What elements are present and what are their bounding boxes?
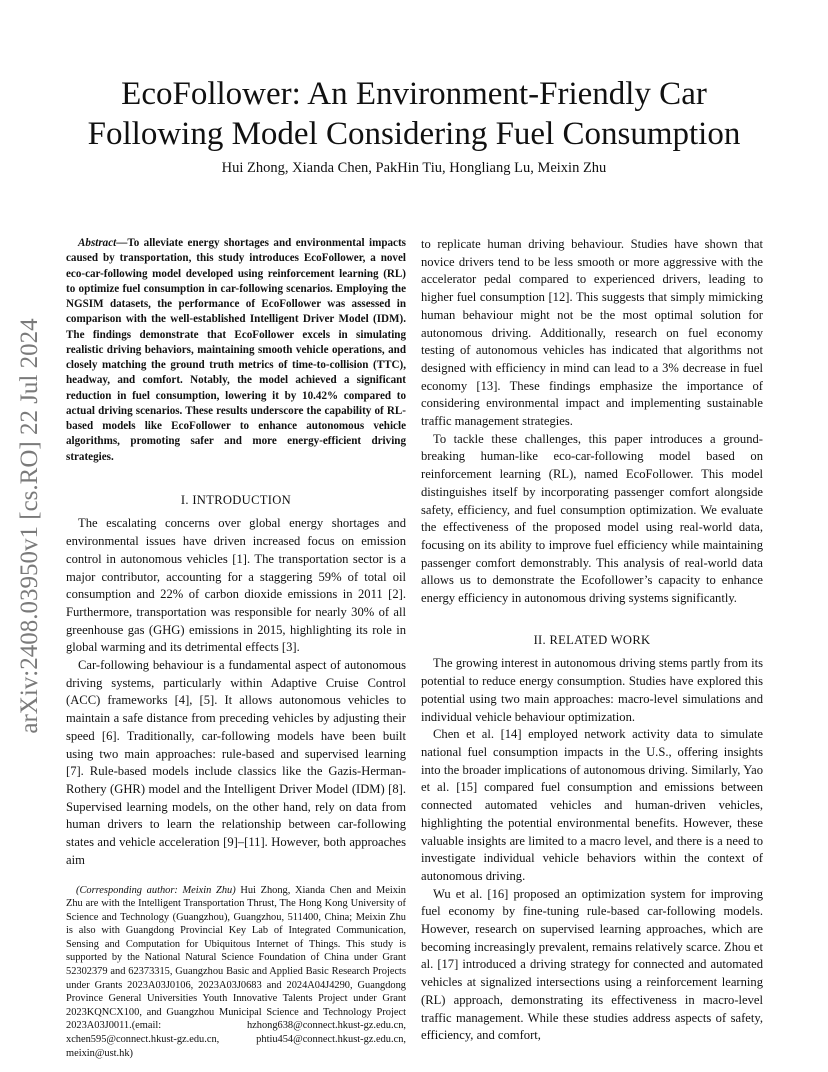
arxiv-stamp xyxy=(12,296,48,756)
right-column xyxy=(421,236,763,1045)
section-heading-related-work: II. RELATED WORK xyxy=(533,632,651,647)
section-heading-introduction: I. INTRODUCTION xyxy=(180,492,292,507)
author-list: Hui Zhong, Xianda Chen, PakHin Tiu, Hongliang Lu, Meixin Zhu xyxy=(221,160,607,176)
title-line-1: EcoFollower: An Environment-Friendly Car xyxy=(121,76,707,112)
intro-paragraph-1: The escalating concerns over global energy shortages and environmental issues have driven increased focus on emission control in autonomous vehicles [1]. The transportation sector is a major contributor, accounting for a staggering 59% of total oil consumption and 22% of carbon dioxide emissions in 2011 [2]. Furthermore, transportation was responsible for nearly 30% of all greenhouse gas (GHG) emissions in 2015, highlighting its role in global warming and its detrimental effects [3]. xyxy=(66,516,406,655)
paper-title xyxy=(40,74,788,154)
intro-paragraph-2-continued: to replicate human driving behaviour. Studies have shown that novice drivers tend to be less smooth or more aggressive with the accelerator pedal compared to experienced drivers, leading to higher fuel consumption [12]. This suggests that simply mimicking human behaviour might not be the most optimal solution for autonomous driving. Additionally, research on fuel economy testing of autonomous vehicles has indicated that algorithms not designed with efficiency in mind can lead to a 3% decrease in fuel economy [13]. These findings emphasize the importance of considering environmental impact and implementing sustainable traffic management strategies. xyxy=(421,237,763,429)
abstract-text: —To alleviate energy shortages and environmental impacts caused by transportation, this study introduces EcoFollower, a novel eco-car-following model developed using reinforcement learning (RL) to optimize fuel consumption in car-following scenarios. Employing the NGSIM datasets, the performance of EcoFollower was assessed in comparison with the well-established Intelligent Driver Model (IDM). The findings demonstrate that EcoFollower excels in simulating realistic driving behaviors, maintaining smooth vehicle operations, and closely matching the ground truth metrics of time-to-collision (TTC), headway, and comfort. Notably, the model achieved a significant reduction in fuel consumption, lowering it by 10.42% compared to actual driving scenarios. These results underscore the capability of RL-based models like EcoFollower to enhance autonomous vehicle algorithms, promoting safer and more energy-efficient driving strategies. xyxy=(66,237,406,463)
footnote-corresponding-author: (Corresponding author: Meixin Zhu) xyxy=(76,884,236,896)
title-line-2: Following Model Considering Fuel Consumption xyxy=(87,116,741,152)
intro-paragraph-3: To tackle these challenges, this paper introduces a ground-breaking human-like eco-car-following model based on reinforcement learning (RL), named EcoFollower. This model distinguishes itself by incorporating passenger comfort alongside safety, efficiency, and fuel consumption optimization. We evaluate the effectiveness of the proposed model using real-world data, focusing on its ability to improve fuel efficiency while maintaining passenger comfort demonstrably. This analysis of real-world data allows us to demonstrate the Ecofollower’s capacity to enhance energy efficiency in autonomous driving systems significantly. xyxy=(421,431,763,606)
related-paragraph-3: Wu et al. [16] proposed an optimization system for improving fuel economy by fine-tuning rule-based car-following models. However, research on supervised learning approaches, which are becoming increasingly prevalent, remains relatively scarce. Zhou et al. [17] introduced a driving strategy for connected and automated vehicles at signalized intersections using a reinforcement learning (RL) approach, demonstrating its effectiveness in macro-level traffic management. While these studies address aspects of safety, efficiency, and comfort, xyxy=(421,886,763,1043)
related-paragraph-1: The growing interest in autonomous driving stems partly from its potential to reduce energy consumption. Studies have explored this potential using two main approaches: macro-level simulations and individual vehicle behaviour optimization. xyxy=(421,656,763,724)
abstract xyxy=(66,236,406,465)
footnote-text: Hui Zhong, Xianda Chen and Meixin Zhu are with the Intelligent Transportation Thrust, The Hong Kong University of Science and Technology (Guangzhou), Guangzhou, 511400, China; Meixin Zhu is also with Guangdong Provincial Key Lab of Integrated Communication, Sensing and Computation for Ubiquitous Internet of Things. This study is supported by the National Natural Science Foundation of China under Grant 52302379 and 62373315, Guangzhou Basic and Applied Basic Research Projects under Grants 2023A03J0106, 2023A03J0683 and 2024A04J4290, Guangdong Province General Universities Youth Innovative Talents Project under Grant 2023KQNCX100, and Guangzhou Municipal Science and Technology Project 2023A03J0011.(email: hzhong638@connect.hkust-gz.edu.cn, xchen595@connect.hkust-gz.edu.cn, phtiu454@connect.hkust-gz.edu.cn, meixin@ust.hk) xyxy=(66,884,406,1059)
related-paragraph-2: Chen et al. [14] employed network activity data to simulate national fuel consumption impacts in the U.S., offering insights into the broader implications of autonomous driving. Similarly, Yao et al. [15] compared fuel consumption and emissions between connected automated vehicles and human-driven vehicles, highlighting the potential environmental benefits. However, these valuable insights are limited to a macro level, and there is a need to investigate individual vehicle behaviors within the context of autonomous driving. xyxy=(421,727,763,883)
intro-paragraph-2: Car-following behaviour is a fundamental aspect of autonomous driving systems, particularly within Adaptive Cruise Control (ACC) frameworks [4], [5]. It allows autonomous vehicles to maintain a safe distance from preceding vehicles by adjusting their speed [6]. Traditionally, car-following models have been built using two main approaches: rule-based and supervised learning [7]. Rule-based models include classics like the Gazis-Herman-Rothery (GHR) model and the Intelligent Driver Model (IDM) [8]. Supervised learning models, on the other hand, rely on data from human drivers to learn the relationship between car-following states and vehicle acceleration [9]–[11]. However, both approaches aim xyxy=(66,658,406,867)
abstract-label: Abstract xyxy=(78,237,117,249)
left-column xyxy=(66,236,406,1060)
arxiv-stamp-text: arXiv:2408.03950v1 [cs.RO] 22 Jul 2024 xyxy=(16,318,43,734)
footnote xyxy=(66,884,406,1061)
